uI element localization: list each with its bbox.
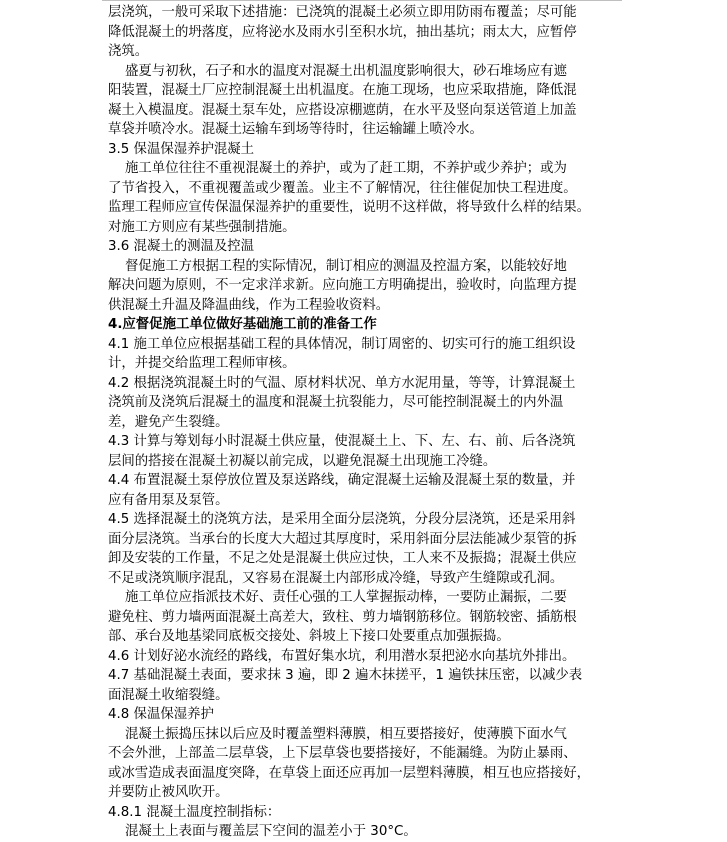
text-line: 3.6 混凝土的测温及控温: [108, 239, 255, 254]
text-line: 对施工方则应有某些强制措施。: [108, 219, 296, 235]
text-line: 面分层浇筑。当承台的长度大大超过其厚度时，采用斜面分层法能减少泵管的拆: [108, 531, 577, 547]
text-line: 解决问题为原则，不一定求洋求新。应向施工方明确提出，验收时，向监理方提: [108, 278, 577, 293]
text-line: 4.8 保温保湿养护: [108, 707, 214, 722]
document-body: [108, 3, 633, 842]
text-line: 4.6 计划好泌水流经的路线，布置好集水坑，利用潜水泵把泌水向基坑外排出。: [108, 648, 576, 664]
text-line: 4.2 根据浇筑混凝土时的气温、原材料状况、单方水泥用量，等等，计算混凝土: [108, 375, 576, 391]
text-line: 施工单位应指派技术好、责任心强的工人掌握振动棒，一要防止漏振，二要: [108, 590, 567, 605]
text-line: 混凝土振捣压抹以后应及时覆盖塑料薄膜，相互要搭接好，使薄膜下面水气: [108, 726, 567, 742]
text-line: 不会外泄，上部盖二层草袋，上下层草袋也要搭接好，不能漏缝。为防止暴雨、: [108, 746, 577, 761]
text-line: 草袋并喷冷水。混凝土运输车到场等待时，往运输罐上喷冷水。: [108, 122, 483, 137]
text-line: 降低混凝土的坍落度，应将泌水及雨水引至积水坑，抽出基坑；雨太大，应暂停: [108, 24, 577, 40]
text-line: 卸及安装的工作量，不足之处是混凝土供应过快，工人来不及振捣；混凝土供应: [108, 551, 577, 566]
text-line: 层间的搭接在混凝土初凝以前完成，以避免混凝土出现施工冷缝。: [108, 453, 497, 469]
text-line: 4.8.1 混凝土温度控制指标：: [108, 804, 281, 820]
text-line: 凝土入模温度。混凝土泵车处，应搭设凉棚遮荫，在水平及竖向泵送管道上加盖: [108, 102, 577, 118]
text-line: 4.7 基础混凝土表面，要求抹 3 遍，即 2 遍木抹搓平，1 遍铁抹压密，以减少表: [108, 668, 583, 683]
text-line: 不足或浇筑顺序混乱，又容易在混凝土内部形成冷缝，导致产生缝隙或孔洞。: [108, 570, 564, 586]
text-line: 盛夏与初秋，石子和水的温度对混凝土出机温度影响很大，砂石堆场应有遮: [108, 63, 567, 79]
text-line: 差，避免产生裂缝。: [108, 414, 229, 430]
text-line: 4.5 选择混凝土的浇筑方法，是采用全面分层浇筑，分段分层浇筑，还是采用斜: [108, 512, 576, 527]
text-line: 并要防止被风吹开。: [108, 785, 229, 800]
text-line: 供混凝土升温及降温曲线，作为工程验收资料。: [108, 297, 390, 313]
text-line: 督促施工方根据工程的实际情况，制订相应的测温及控温方案，以能较好地: [108, 258, 567, 274]
text-line: 混凝土上表面与覆盖层下空间的温差小于 30°C。: [108, 824, 417, 839]
text-line: 计，并提交给监理工程师审核。: [108, 356, 296, 371]
text-line: 部、承台及地基梁同底板交接处、斜坡上下接口处要重点加强振捣。: [108, 629, 510, 644]
text-line: 了节省投入，不重视覆盖或少覆盖。业主不了解情况，往往催促加快工程进度。: [108, 180, 577, 196]
page-top-border: [102, 0, 622, 1]
text-line: 3.5 保温保湿养护混凝土: [108, 141, 255, 157]
text-line: 层浇筑，一般可采取下述措施：已浇筑的混凝土必须立即用防雨布覆盖；尽可能: [108, 5, 577, 20]
text-line: 4.1 施工单位应根据基础工程的具体情况，制订周密的、切实可行的施工组织设: [108, 336, 576, 352]
text-line: 浇筑前及浇筑后混凝土的温度和混凝土抗裂能力，尽可能控制混凝土的内外温: [108, 395, 564, 410]
text-line: 或冰雪造成表面温度突降，在草袋上面还应再加一层塑料薄膜，相互也应搭接好，: [108, 765, 591, 781]
text-line: 面混凝土收缩裂缝。: [108, 687, 229, 703]
text-line: 应有备用泵及泵管。: [108, 492, 229, 508]
text-line: 施工单位往往不重视混凝土的养护，或为了赶工期，不养护或少养护；或为: [108, 161, 567, 176]
text-line: 4.3 计算与筹划每小时混凝土供应量，使混凝土上、下、左、右、前、后各浇筑: [108, 434, 576, 449]
text-line: 避免柱、剪力墙两面混凝土高差大，致柱、剪力墙钢筋移位。钢筋较密、插筋根: [108, 609, 577, 625]
text-line: 4.4 布置混凝土泵停放位置及泵送路线，确定混凝土运输及混凝土泵的数量，并: [108, 473, 576, 488]
text-line: 监理工程师应宣传保温保湿养护的重要性，说明不这样做，将导致什么样的结果。: [108, 200, 591, 215]
text-line: 阳装置，混凝土厂应控制混凝土出机温度。在施工现场，也应采取措施，降低混: [108, 83, 577, 98]
text-line: 浇筑。: [108, 44, 149, 59]
section-heading-line: 4.应督促施工单位做好基础施工前的准备工作: [108, 317, 377, 332]
